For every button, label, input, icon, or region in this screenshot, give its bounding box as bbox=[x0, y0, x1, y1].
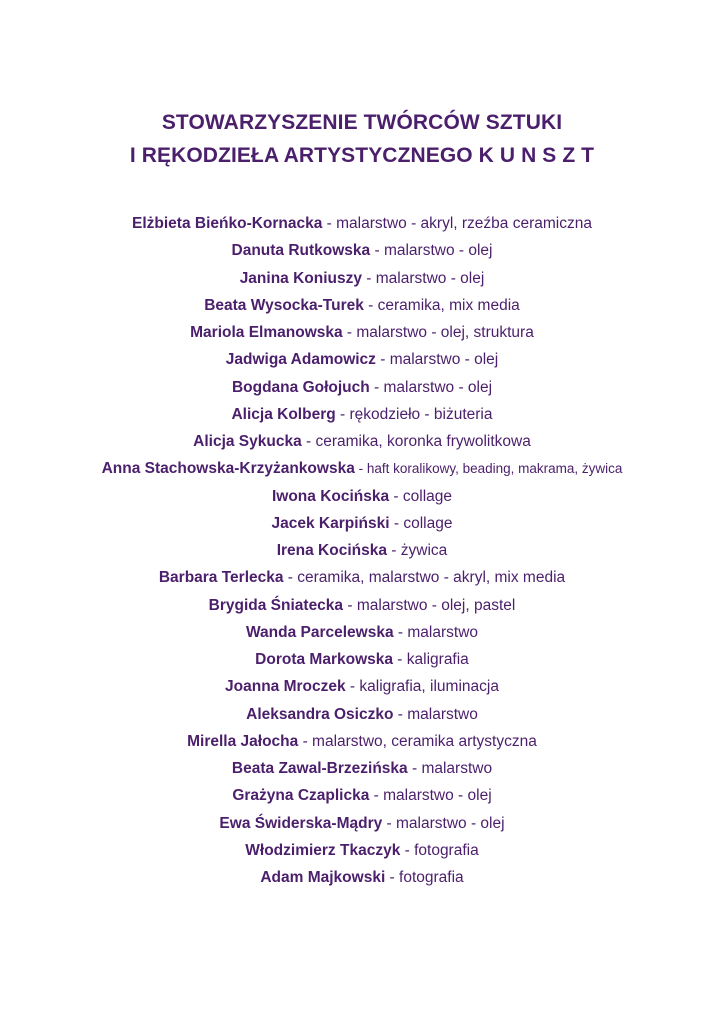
member-discipline: - malarstwo bbox=[393, 623, 479, 641]
member-discipline: - ceramika, malarstwo - akryl, mix media bbox=[283, 569, 566, 587]
list-item bbox=[0, 673, 724, 700]
list-item bbox=[0, 428, 724, 455]
member-discipline: - malarstwo - olej bbox=[369, 378, 493, 396]
list-item bbox=[0, 646, 724, 673]
member-name: Anna Stachowska-Krzyżankowska bbox=[101, 460, 355, 478]
member-discipline: - malarstwo - olej bbox=[369, 787, 492, 805]
list-item bbox=[0, 292, 724, 319]
member-discipline: - kaligrafia, iluminacja bbox=[345, 678, 499, 696]
member-discipline: - haft koralikowy, beading, makrama, żywica bbox=[354, 461, 623, 477]
list-item bbox=[0, 210, 724, 237]
title-line-1: STOWARZYSZENIE TWÓRCÓW SZTUKI bbox=[161, 111, 563, 134]
member-discipline: - malarstwo - olej, struktura bbox=[342, 324, 534, 341]
list-item bbox=[0, 837, 724, 864]
list-item bbox=[0, 592, 724, 619]
member-name: Barbara Terlecka bbox=[158, 569, 284, 587]
list-item bbox=[0, 755, 724, 782]
member-discipline: - malarstwo bbox=[393, 705, 478, 723]
member-discipline: - malarstwo - olej bbox=[382, 814, 505, 832]
member-name: Elżbieta Bieńko-Kornacka bbox=[132, 215, 323, 232]
member-discipline: - kaligrafia bbox=[393, 651, 469, 668]
list-item bbox=[0, 346, 724, 373]
list-item bbox=[0, 864, 724, 891]
list-item bbox=[0, 537, 724, 564]
list-item bbox=[0, 237, 724, 264]
member-discipline: - malarstwo, ceramika artystyczna bbox=[298, 732, 537, 750]
list-item bbox=[0, 374, 724, 401]
member-name: Mariola Elmanowska bbox=[190, 324, 343, 341]
list-item bbox=[0, 401, 724, 428]
list-item bbox=[0, 728, 724, 755]
member-name: Mirella Jałocha bbox=[187, 732, 299, 750]
member-discipline: - ceramika, mix media bbox=[363, 296, 520, 314]
member-name: Janina Koniuszy bbox=[239, 269, 362, 287]
member-discipline: - malarstwo - akryl, rzeźba ceramiczna bbox=[322, 215, 592, 232]
member-name: Aleksandra Osiczko bbox=[246, 705, 394, 723]
member-name: Beata Wysocka-Turek bbox=[204, 296, 364, 314]
member-discipline: - collage bbox=[389, 514, 453, 532]
member-discipline: - fotografia bbox=[385, 869, 464, 886]
list-item bbox=[0, 619, 724, 646]
list-item bbox=[0, 265, 724, 292]
list-item bbox=[0, 701, 724, 728]
member-name: Jadwiga Adamowicz bbox=[225, 351, 376, 369]
member-discipline: - malarstwo - olej, pastel bbox=[343, 596, 516, 614]
member-discipline: - fotografia bbox=[400, 841, 479, 859]
member-name: Joanna Mroczek bbox=[225, 678, 346, 696]
list-item bbox=[0, 483, 724, 510]
member-name: Iwona Kocińska bbox=[271, 487, 390, 505]
list-item bbox=[0, 564, 724, 591]
member-name: Bogdana Gołojuch bbox=[231, 378, 370, 396]
member-discipline: - malarstwo - olej bbox=[375, 351, 499, 369]
member-name: Alicja Kolberg bbox=[231, 405, 336, 423]
member-discipline: - malarstwo - olej bbox=[370, 242, 493, 260]
member-name: Alicja Sykucka bbox=[193, 433, 302, 450]
member-discipline: - żywica bbox=[386, 542, 448, 559]
member-name: Grażyna Czaplicka bbox=[232, 787, 370, 805]
member-discipline: - ceramika, koronka frywolitkowa bbox=[301, 433, 531, 450]
member-name: Włodzimierz Tkaczyk bbox=[245, 841, 401, 859]
member-name: Irena Kocińska bbox=[276, 542, 387, 559]
member-discipline: - rękodzieło - biżuteria bbox=[335, 405, 493, 423]
member-discipline: - malarstwo - olej bbox=[362, 269, 485, 287]
member-name: Adam Majkowski bbox=[260, 869, 386, 886]
page-title bbox=[0, 106, 724, 172]
member-name: Ewa Świderska-Mądry bbox=[219, 814, 383, 832]
list-item bbox=[0, 510, 724, 537]
member-name: Danuta Rutkowska bbox=[231, 242, 371, 260]
member-name: Beata Zawal-Brzezińska bbox=[231, 760, 408, 777]
member-name: Wanda Parcelewska bbox=[245, 623, 394, 641]
member-name: Dorota Markowska bbox=[255, 651, 393, 668]
list-item bbox=[0, 319, 724, 346]
list-item bbox=[0, 782, 724, 809]
list-item bbox=[0, 810, 724, 837]
list-item bbox=[0, 455, 724, 482]
member-discipline: - collage bbox=[389, 487, 453, 505]
member-name: Brygida Śniatecka bbox=[208, 596, 344, 614]
member-name: Jacek Karpiński bbox=[271, 514, 390, 532]
title-line-2: I RĘKODZIEŁA ARTYSTYCZNEGO K U N S Z T bbox=[129, 144, 595, 167]
member-discipline: - malarstwo bbox=[407, 760, 493, 777]
member-list bbox=[0, 210, 724, 891]
